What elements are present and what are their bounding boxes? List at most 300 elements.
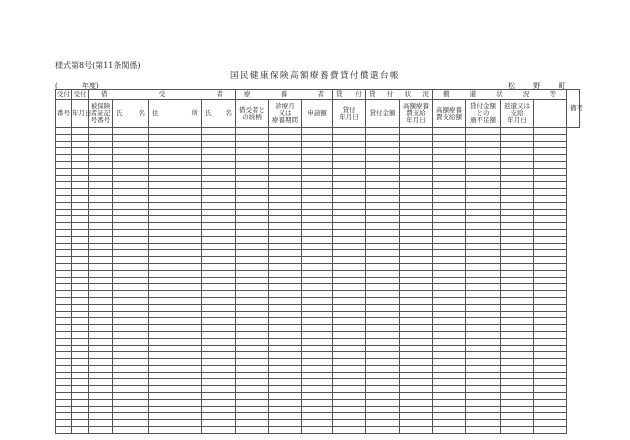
table-cell (302, 134, 333, 141)
table-cell (149, 134, 202, 141)
table-cell (302, 250, 333, 257)
table-cell (302, 202, 333, 209)
table-cell (501, 325, 534, 332)
table-cell (366, 386, 400, 393)
table-cell (149, 359, 202, 366)
table-cell (72, 393, 89, 400)
table-cell (149, 202, 202, 209)
table-cell (433, 379, 466, 386)
table-cell (113, 141, 149, 148)
table-cell (302, 209, 333, 216)
table-cell (433, 359, 466, 366)
table-cell (333, 297, 366, 304)
table-cell (466, 365, 501, 372)
table-cell (433, 284, 466, 291)
table-cell (236, 257, 269, 264)
table-cell (89, 250, 113, 257)
table-cell (333, 168, 366, 175)
form-number: 様式第8号(第11条関係) (55, 61, 141, 70)
table-cell (72, 128, 89, 135)
table-cell (302, 175, 333, 182)
table-cell (236, 372, 269, 379)
table-cell (433, 128, 466, 135)
table-cell (269, 352, 302, 359)
table-cell (149, 277, 202, 284)
table-cell (400, 420, 433, 427)
table-row (56, 182, 580, 189)
table-row (56, 243, 580, 250)
town-char: 松 (508, 82, 515, 90)
table-cell (534, 141, 567, 148)
table-cell (56, 345, 72, 352)
table-cell (400, 250, 433, 257)
table-cell (501, 406, 534, 413)
table-cell (72, 223, 89, 230)
header-char: 名 (225, 109, 232, 117)
table-cell (433, 182, 466, 189)
table-cell (72, 297, 89, 304)
table-cell (269, 195, 302, 202)
table-cell (501, 284, 534, 291)
table-cell (56, 420, 72, 427)
table-cell (366, 223, 400, 230)
table-cell (113, 297, 149, 304)
table-cell (269, 311, 302, 318)
table-cell (400, 379, 433, 386)
table-row (56, 393, 580, 400)
header-shokan-jokyo (433, 90, 567, 100)
table-cell (534, 338, 567, 345)
table-cell (89, 338, 113, 345)
table-cell (269, 250, 302, 257)
table-cell (366, 311, 400, 318)
table-cell (501, 236, 534, 243)
table-cell (302, 223, 333, 230)
table-cell (466, 161, 501, 168)
table-cell (149, 195, 202, 202)
table-cell (400, 128, 433, 135)
table-cell (534, 297, 567, 304)
table-cell (534, 352, 567, 359)
table-row (56, 270, 580, 277)
table-cell (501, 148, 534, 155)
table-cell (366, 236, 400, 243)
table-cell (501, 175, 534, 182)
table-cell (333, 128, 366, 135)
table-cell (113, 291, 149, 298)
header-shimei (113, 100, 149, 128)
table-cell (302, 386, 333, 393)
table-cell (302, 345, 333, 352)
table-cell (113, 243, 149, 250)
table-cell (149, 325, 202, 332)
table-cell (433, 229, 466, 236)
table-cell (501, 338, 534, 345)
table-cell (236, 304, 269, 311)
table-cell (113, 386, 149, 393)
table-cell (72, 257, 89, 264)
table-cell (202, 202, 236, 209)
table-cell (236, 161, 269, 168)
table-cell (113, 277, 149, 284)
header-uketsuke-2: 受付 (73, 90, 87, 98)
table-cell (202, 427, 236, 434)
table-cell (501, 297, 534, 304)
table-cell (333, 134, 366, 141)
table-cell (333, 257, 366, 264)
table-cell (400, 277, 433, 284)
table-cell (400, 161, 433, 168)
table-cell (466, 128, 501, 135)
table-cell (302, 189, 333, 196)
table-row (56, 304, 580, 311)
table-cell (466, 155, 501, 162)
table-cell (113, 318, 149, 325)
table-cell (466, 427, 501, 434)
table-cell (302, 379, 333, 386)
table-cell (302, 338, 333, 345)
table-cell (89, 291, 113, 298)
table-cell (366, 243, 400, 250)
table-cell (236, 270, 269, 277)
header-char: 名 (138, 109, 145, 117)
table-cell (202, 359, 236, 366)
table-row (56, 263, 580, 270)
table-cell (433, 209, 466, 216)
table-cell (72, 386, 89, 393)
document-title: 国民健康保険高額療養費貸付償還台帳 (229, 71, 400, 81)
table-cell (113, 202, 149, 209)
table-cell (534, 134, 567, 141)
table-cell (433, 345, 466, 352)
table-cell (501, 359, 534, 366)
table-cell (56, 257, 72, 264)
table-cell (269, 284, 302, 291)
table-cell (149, 393, 202, 400)
table-cell (269, 379, 302, 386)
table-cell (302, 297, 333, 304)
table-cell (72, 291, 89, 298)
table-cell (56, 236, 72, 243)
table-cell (534, 175, 567, 182)
table-cell (236, 352, 269, 359)
table-cell (56, 372, 72, 379)
table-cell (56, 128, 72, 135)
table-cell (433, 189, 466, 196)
header-char: 者 (317, 90, 325, 98)
table-cell (400, 284, 433, 291)
table-row (56, 195, 580, 202)
header-char: 療 (244, 90, 251, 98)
table-cell (501, 216, 534, 223)
table-cell (149, 175, 202, 182)
table-cell (236, 311, 269, 318)
table-cell (202, 141, 236, 148)
table-cell (149, 284, 202, 291)
table-cell (149, 223, 202, 230)
header-char: 備 (570, 104, 577, 112)
table-cell (72, 175, 89, 182)
table-cell (400, 406, 433, 413)
table-cell (400, 325, 433, 332)
table-cell (149, 318, 202, 325)
header-shakujusha (89, 90, 236, 100)
header-line: 号番号 (90, 116, 111, 124)
table-cell (113, 413, 149, 420)
table-cell (433, 223, 466, 230)
table-cell (202, 304, 236, 311)
table-cell (302, 243, 333, 250)
table-cell (89, 270, 113, 277)
table-cell (89, 216, 113, 223)
table-cell (202, 209, 236, 216)
table-cell (236, 420, 269, 427)
table-cell (56, 189, 72, 196)
table-cell (433, 413, 466, 420)
table-cell (433, 216, 466, 223)
table-cell (400, 209, 433, 216)
table-cell (366, 182, 400, 189)
table-cell (236, 216, 269, 223)
table-cell (433, 331, 466, 338)
table-cell (302, 331, 333, 338)
table-row (56, 141, 580, 148)
header-line: 診療月 (275, 102, 295, 110)
table-cell (433, 297, 466, 304)
table-cell (534, 379, 567, 386)
table-cell (433, 236, 466, 243)
table-cell (501, 182, 534, 189)
table-cell (366, 372, 400, 379)
header-line: 返還又は (504, 102, 531, 110)
table-cell (400, 168, 433, 175)
table-row (56, 216, 580, 223)
table-cell (56, 209, 72, 216)
table-cell (400, 175, 433, 182)
table-row (56, 427, 580, 434)
table-cell (534, 284, 567, 291)
table-cell (366, 297, 400, 304)
table-cell (89, 365, 113, 372)
table-cell (56, 284, 72, 291)
table-cell (501, 189, 534, 196)
table-cell (269, 223, 302, 230)
table-cell (269, 128, 302, 135)
header-char: 状 (496, 90, 503, 98)
header-line: 貸付金額 (470, 102, 497, 110)
table-cell (72, 141, 89, 148)
table-cell (333, 223, 366, 230)
table-cell (89, 277, 113, 284)
table-cell (89, 243, 113, 250)
table-cell (433, 250, 466, 257)
header-ryoyosha-shimei (202, 100, 236, 128)
table-cell (149, 250, 202, 257)
table-cell (149, 168, 202, 175)
table-cell (466, 379, 501, 386)
table-cell (433, 134, 466, 141)
table-cell (202, 399, 236, 406)
table-cell (302, 257, 333, 264)
table-cell (72, 406, 89, 413)
header-char: 還 (469, 90, 477, 98)
table-cell (366, 128, 400, 135)
table-cell (433, 175, 466, 182)
table-cell (433, 270, 466, 277)
table-cell (56, 406, 72, 413)
table-cell (501, 223, 534, 230)
table-cell (433, 393, 466, 400)
table-cell (501, 318, 534, 325)
table-cell (56, 168, 72, 175)
table-cell (149, 372, 202, 379)
table-cell (236, 393, 269, 400)
table-cell (534, 420, 567, 427)
table-cell (302, 372, 333, 379)
table-cell (366, 277, 400, 284)
table-cell (269, 236, 302, 243)
table-cell (302, 141, 333, 148)
table-cell (56, 386, 72, 393)
table-cell (333, 155, 366, 162)
table-cell (202, 297, 236, 304)
table-cell (366, 148, 400, 155)
table-cell (149, 291, 202, 298)
table-cell (56, 304, 72, 311)
table-cell (333, 420, 366, 427)
table-cell (269, 209, 302, 216)
table-cell (56, 297, 72, 304)
table-cell (269, 175, 302, 182)
table-cell (202, 168, 236, 175)
table-cell (202, 250, 236, 257)
table-cell (400, 195, 433, 202)
table-cell (366, 209, 400, 216)
table-cell (72, 331, 89, 338)
table-cell (202, 128, 236, 135)
table-cell (113, 257, 149, 264)
table-cell (72, 399, 89, 406)
table-cell (89, 352, 113, 359)
table-cell (534, 148, 567, 155)
table-cell (89, 331, 113, 338)
header-char: 住 (152, 109, 159, 117)
table-cell (113, 155, 149, 162)
table-row (56, 202, 580, 209)
header-line: 被保険 (90, 102, 111, 110)
table-cell (72, 325, 89, 332)
table-cell (366, 399, 400, 406)
table-cell (72, 338, 89, 345)
table-cell (366, 427, 400, 434)
table-cell (433, 263, 466, 270)
table-cell (149, 311, 202, 318)
table-cell (149, 338, 202, 345)
table-cell (466, 250, 501, 257)
table-cell (269, 148, 302, 155)
table-cell (433, 406, 466, 413)
table-cell (400, 393, 433, 400)
table-cell (333, 386, 366, 393)
table-cell (202, 277, 236, 284)
table-cell (56, 413, 72, 420)
table-cell (366, 202, 400, 209)
header-biko (567, 90, 584, 128)
table-cell (333, 216, 366, 223)
table-cell (433, 304, 466, 311)
table-cell (534, 229, 567, 236)
table-row (56, 277, 580, 284)
table-cell (236, 406, 269, 413)
table-cell (236, 202, 269, 209)
table-cell (366, 175, 400, 182)
table-cell (72, 195, 89, 202)
header-shinryo (269, 100, 302, 128)
table-row (56, 223, 580, 230)
table-cell (56, 352, 72, 359)
table-cell (72, 236, 89, 243)
table-cell (202, 270, 236, 277)
header-line: 過不足額 (470, 116, 497, 124)
table-cell (236, 359, 269, 366)
table-cell (400, 331, 433, 338)
table-cell (333, 202, 366, 209)
table-cell (89, 284, 113, 291)
table-cell (202, 182, 236, 189)
table-cell (534, 250, 567, 257)
table-cell (501, 229, 534, 236)
table-cell (366, 345, 400, 352)
table-cell (113, 345, 149, 352)
table-cell (269, 155, 302, 162)
table-cell (202, 134, 236, 141)
table-cell (236, 209, 269, 216)
table-cell (433, 277, 466, 284)
table-cell (269, 291, 302, 298)
header-char: 氏 (116, 109, 123, 117)
table-cell (302, 352, 333, 359)
table-cell (89, 155, 113, 162)
header-jusho (149, 100, 202, 128)
table-cell (202, 263, 236, 270)
table-cell (269, 372, 302, 379)
table-cell (302, 399, 333, 406)
table-cell (534, 209, 567, 216)
table-cell (302, 291, 333, 298)
table-cell (72, 250, 89, 257)
town-char: 町 (558, 82, 566, 90)
year-paren-open: ( (55, 82, 58, 90)
table-cell (366, 352, 400, 359)
table-cell (269, 189, 302, 196)
table-cell (302, 128, 333, 135)
table-cell (56, 379, 72, 386)
table-cell (466, 263, 501, 270)
table-cell (89, 161, 113, 168)
table-cell (89, 393, 113, 400)
table-cell (236, 413, 269, 420)
table-cell (466, 304, 501, 311)
table-row (56, 161, 580, 168)
table-cell (236, 277, 269, 284)
table-cell (72, 155, 89, 162)
table-cell (466, 399, 501, 406)
table-cell (269, 345, 302, 352)
table-cell (89, 311, 113, 318)
table-cell (72, 263, 89, 270)
table-cell (72, 359, 89, 366)
table-cell (269, 420, 302, 427)
